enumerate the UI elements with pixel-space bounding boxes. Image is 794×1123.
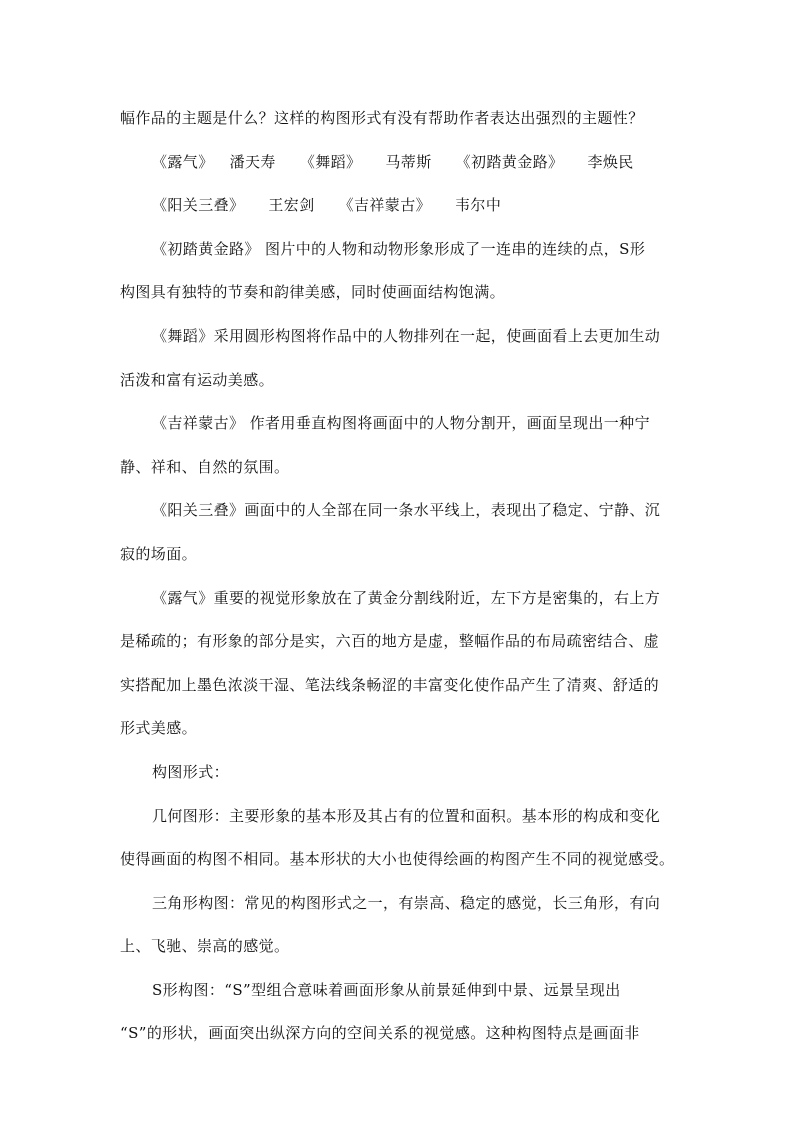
paragraph-line: 是稀疏的；有形象的部分是实，六百的地方是虚，整幅作品的布局疏密结合、虚: [120, 632, 660, 651]
paragraph-line: 《露气》重要的视觉形象放在了黄金分割线附近，左下方是密集的，右上方: [152, 588, 661, 607]
paragraph-line: 《阳关三叠》画面中的人全部在同一条水平线上，表现出了稳定、宁静、沉: [152, 501, 661, 520]
paragraph-line: 《吉祥蒙古》 作者用垂直构图将画面中的人物分割开，画面呈现出一种宁: [152, 414, 650, 433]
artwork-title: 《吉祥蒙古》: [338, 196, 432, 215]
paragraph-line: 寂的场面。: [120, 544, 198, 563]
paragraph-question-line: 幅作品的主题是什么？这样的构图形式有没有帮助作者表达出强烈的主题性？: [120, 109, 644, 127]
paragraph-line: 形式美感。: [120, 719, 198, 738]
artist-name: 马蒂斯: [385, 152, 432, 171]
paragraph-line: 实搭配加上墨色浓淡干湿、笔法线条畅涩的丰富变化使作品产生了清爽、舒适的: [120, 675, 660, 694]
artist-name: 潘天寿: [229, 152, 276, 171]
paragraph-line: 三角形构图：常见的构图形式之一，有崇高、稳定的感觉，长三角形，有向: [152, 893, 661, 912]
paragraph-line: 活泼和富有运动美感。: [120, 370, 275, 389]
artwork-title: 《舞蹈》: [299, 152, 362, 171]
artworks-row-1: [120, 141, 676, 185]
artist-name: 韦尔中: [455, 196, 502, 215]
paragraph-line: 《初踏黄金路》 图片中的人物和动物形象形成了一连串的连续的点，S形: [152, 239, 646, 258]
paragraph-line: 构图具有独特的节奏和韵律美感，同时使画面结构饱满。: [120, 283, 506, 302]
paragraph-line: 上、飞驰、崇高的感觉。: [120, 937, 290, 956]
artwork-title: 《露气》: [152, 152, 214, 171]
paragraph-line: “S”的形状，画面突出纵深方向的空间关系的视觉感。这种构图特点是画面非: [120, 1024, 640, 1043]
artwork-title: 《初踏黄金路》: [455, 152, 564, 171]
paragraph-line: 使得画面的构图不相同。基本形状的大小也使得绘画的构图产生不同的视觉感受。: [120, 850, 675, 869]
paragraph-line: 《舞蹈》采用圆形构图将作品中的人物排列在一起，使画面看上去更加生动: [152, 326, 661, 345]
artist-name: 王宏剑: [268, 196, 315, 215]
paragraph-line: 静、祥和、自然的氛围。: [120, 457, 290, 476]
artworks-row-2: [120, 184, 676, 228]
section-heading: 构图形式：: [152, 762, 230, 781]
paragraph-line: S形构图：“S”型组合意味着画面形象从前景延伸到中景、远景呈现出: [152, 980, 621, 999]
artwork-title: 《阳关三叠》: [152, 196, 245, 215]
paragraph-line: 几何图形：主要形象的基本形及其占有的位置和面积。基本形的构成和变化: [152, 806, 661, 825]
artist-name: 李焕民: [587, 152, 634, 171]
document-body: [120, 97, 676, 1056]
